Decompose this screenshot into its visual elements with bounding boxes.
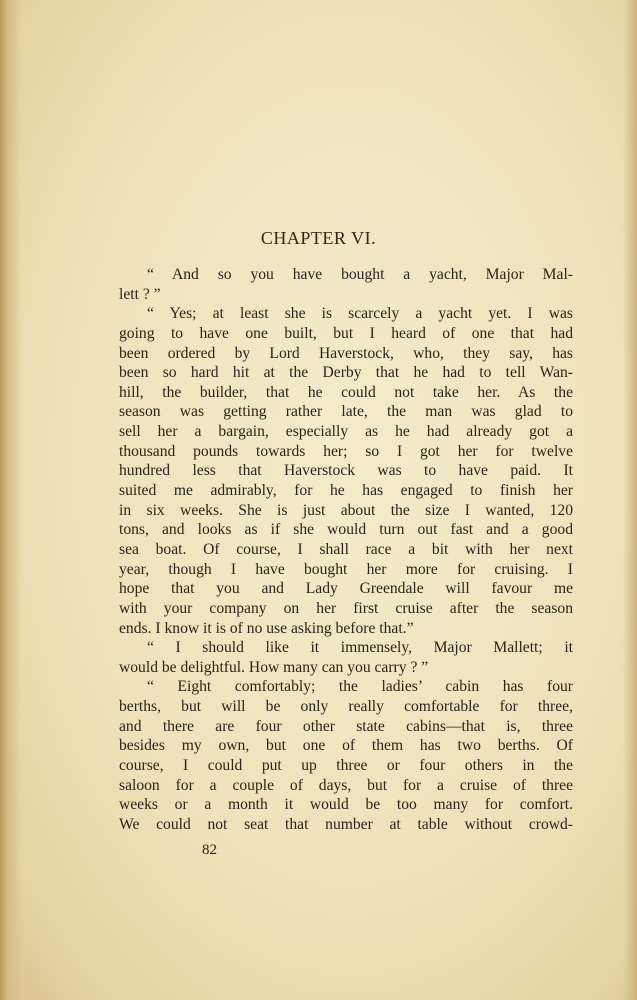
text-line: besides my own, but one of them has two berths. Of [119,737,573,755]
text-line: in six weeks. She is just about the size I wanted, 120 [119,501,573,519]
text-line: weeks or a month it would be too many for comfort. [119,796,573,814]
text-line: hill, the builder, that he could not take her. As the [119,383,573,401]
text-line: and there are four other state cabins—that is, three [119,717,573,735]
text-line: tons, and looks as if she would turn out fast and a good [119,521,573,539]
text-line: hope that you and Lady Greendale will favour me [119,580,573,598]
text-line: We could not seat that number at table without crowd- [119,815,573,833]
chapter-title: CHAPTER VI. [260,228,377,248]
text-line: thousand pounds towards her; so I got her for twelve [119,442,573,460]
text-line: suited me admirably, for he has engaged to finish her [119,482,573,500]
body-text [119,265,573,835]
text-line: been ordered by Lord Haverstock, who, they say, has [119,344,573,362]
text-line: year, though I have bought her more for cruising. I [119,560,573,578]
text-line: with your company on her first cruise after the season [119,599,573,617]
text-line: would be delightful. How many can you carry ? ” [119,658,429,676]
text-line: been so hard hit at the Derby that he had to tell Wan- [119,364,573,382]
text-line: “ And so you have bought a yacht, Major Mal- [147,266,573,283]
text-line: berths, but will be only really comfortable for three, [119,698,573,716]
text-line: ends. I know it is of no use asking before that.” [119,619,414,637]
text-line: “ Eight comfortably; the ladies’ cabin has four [147,678,573,696]
text-line: “ I should like it immensely, Major Mallett; it [147,639,573,657]
text-line: course, I could put up three or four others in the [119,757,573,775]
text-line: saloon for a couple of days, but for a cruise of three [119,776,573,794]
page-number: 82 [202,842,217,858]
text-line: season was getting rather late, the man was glad to [119,403,573,421]
text-line: going to have one built, but I heard of one that had [119,324,573,342]
text-line: “ Yes; at least she is scarcely a yacht yet. I was [147,305,573,323]
text-line: lett ? ” [119,285,161,303]
text-line: sea boat. Of course, I shall race a bit with her next [119,540,573,558]
text-line: sell her a bargain, especially as he had already got a [119,423,573,441]
text-line: hundred less that Haverstock was to have paid. It [119,462,573,480]
